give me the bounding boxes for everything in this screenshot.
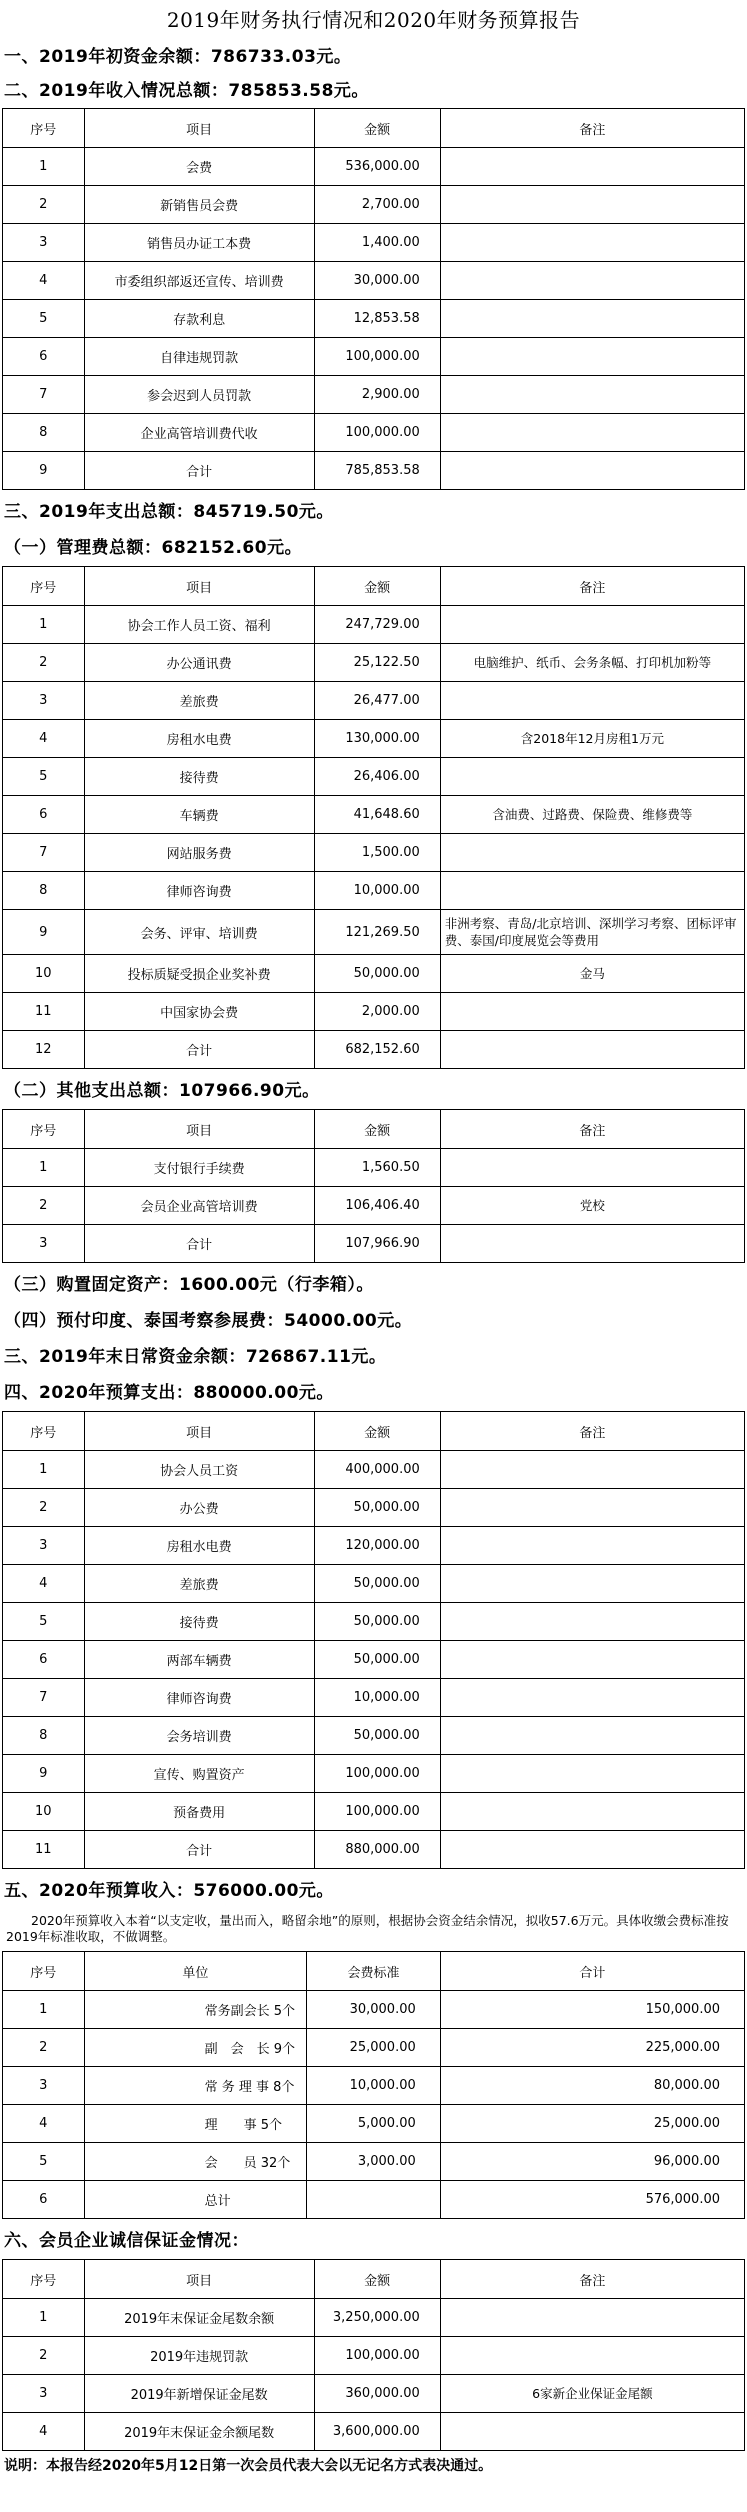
cell-amount: 50,000.00 [314, 1717, 440, 1755]
cell-unit: 常务副会长 5个 [84, 1991, 307, 2029]
cell-item: 预备费用 [84, 1793, 314, 1831]
table-row [3, 262, 745, 300]
cell-remark [440, 1225, 744, 1263]
section-prepaid: （四）预付印度、泰国考察参展费：54000.00元。 [4, 1311, 413, 1331]
cell-no: 12 [3, 1031, 85, 1069]
cell-remark: 含油费、过路费、保险费、维修费等 [440, 796, 744, 834]
cell-amount: 26,406.00 [314, 758, 440, 796]
cell-amount: 12,853.58 [314, 300, 440, 338]
table-header-row [3, 2260, 745, 2299]
budget-expense-table [2, 1411, 745, 1869]
cell-item: 律师咨询费 [84, 872, 314, 910]
cell-remark [440, 834, 744, 872]
table-row [3, 1755, 745, 1793]
table-row [3, 1717, 745, 1755]
cell-remark [440, 1565, 744, 1603]
table-row [3, 2337, 745, 2375]
header-standard: 会费标准 [307, 1952, 441, 1991]
income-table [2, 108, 745, 490]
cell-no: 1 [3, 1149, 85, 1187]
table-row [3, 1603, 745, 1641]
cell-item: 合计 [84, 1831, 314, 1869]
cell-no: 1 [3, 1451, 85, 1489]
header-remark: 备注 [440, 2260, 744, 2299]
cell-amount: 30,000.00 [314, 262, 440, 300]
header-no: 序号 [3, 2260, 85, 2299]
cell-amount: 100,000.00 [314, 414, 440, 452]
cell-item: 自律违规罚款 [84, 338, 314, 376]
cell-no: 4 [3, 2413, 85, 2451]
table-row [3, 834, 745, 872]
cell-item: 2019年违规罚款 [84, 2337, 314, 2375]
cell-remark [440, 1793, 744, 1831]
cell-item: 合计 [84, 1031, 314, 1069]
management-table [2, 566, 745, 1069]
cell-no: 11 [3, 1831, 85, 1869]
cell-amount: 50,000.00 [314, 1565, 440, 1603]
header-item: 项目 [84, 2260, 314, 2299]
table-header-row [3, 1412, 745, 1451]
cell-remark [440, 1641, 744, 1679]
cell-no: 2 [3, 2029, 85, 2067]
table-row [3, 1641, 745, 1679]
table-row [3, 414, 745, 452]
cell-item: 销售员办证工本费 [84, 224, 314, 262]
cell-amount: 1,560.50 [314, 1149, 440, 1187]
cell-remark: 金马 [440, 955, 744, 993]
cell-remark [440, 606, 744, 644]
cell-amount: 2,000.00 [314, 993, 440, 1031]
cell-no: 8 [3, 872, 85, 910]
table-row [3, 2299, 745, 2337]
cell-amount: 3,600,000.00 [314, 2413, 440, 2451]
table-row [3, 1149, 745, 1187]
header-remark: 备注 [440, 109, 744, 148]
section-opening-balance: 一、2019年初资金余额：786733.03元。 [4, 47, 352, 67]
table-row [3, 1679, 745, 1717]
table-row [3, 910, 745, 955]
cell-amount: 121,269.50 [314, 910, 440, 955]
cell-remark: 党校 [440, 1187, 744, 1225]
cell-remark [440, 1031, 744, 1069]
table-row [3, 2029, 745, 2067]
table-row [3, 224, 745, 262]
table-row [3, 2413, 745, 2451]
table-row [3, 758, 745, 796]
table-row [3, 2181, 745, 2219]
cell-no: 11 [3, 993, 85, 1031]
header-no: 序号 [3, 109, 85, 148]
cell-amount: 100,000.00 [314, 2337, 440, 2375]
cell-amount: 1,500.00 [314, 834, 440, 872]
section-income-total: 二、2019年收入情况总额：785853.58元。 [4, 81, 369, 101]
cell-item: 接待费 [84, 758, 314, 796]
cell-unit: 会 员 32个 [84, 2143, 307, 2181]
cell-no: 9 [3, 452, 85, 490]
header-item: 项目 [84, 109, 314, 148]
cell-remark [440, 1679, 744, 1717]
budget-income-note: 2020年预算收入本着“以支定收，量出而入，略留余地”的原则，根据协会资金结余情况，拟收57.6万元。具体收缴会费标准按2019年标准收取，不做调整。 [6, 1913, 729, 1944]
cell-no: 2 [3, 1489, 85, 1527]
cell-amount: 100,000.00 [314, 1755, 440, 1793]
cell-item: 协会工作人员工资、福利 [84, 606, 314, 644]
cell-remark: 含2018年12月房租1万元 [440, 720, 744, 758]
cell-amount: 100,000.00 [314, 1793, 440, 1831]
budget-income-table [2, 1951, 745, 2219]
cell-item: 网站服务费 [84, 834, 314, 872]
cell-unit: 理 事 5个 [84, 2105, 307, 2143]
cell-remark [440, 1527, 744, 1565]
header-unit: 单位 [84, 1952, 307, 1991]
cell-total: 576,000.00 [440, 2181, 744, 2219]
section-budget-income: 五、2020年预算收入：576000.00元。 [4, 1881, 334, 1901]
section-deposit: 六、会员企业诚信保证金情况： [4, 2231, 249, 2251]
cell-no: 1 [3, 1991, 85, 2029]
cell-no: 9 [3, 1755, 85, 1793]
cell-standard: 5,000.00 [307, 2105, 441, 2143]
cell-item: 办公费 [84, 1489, 314, 1527]
cell-item: 2019年末保证金尾数余额 [84, 2299, 314, 2337]
cell-no: 3 [3, 682, 85, 720]
cell-total: 96,000.00 [440, 2143, 744, 2181]
cell-remark [440, 758, 744, 796]
other-expense-table [2, 1109, 745, 1263]
cell-item: 两部车辆费 [84, 1641, 314, 1679]
cell-amount: 536,000.00 [314, 148, 440, 186]
table-row [3, 148, 745, 186]
cell-no: 6 [3, 338, 85, 376]
cell-item: 接待费 [84, 1603, 314, 1641]
cell-remark [440, 1755, 744, 1793]
cell-amount: 130,000.00 [314, 720, 440, 758]
cell-item: 合计 [84, 1225, 314, 1263]
cell-item: 车辆费 [84, 796, 314, 834]
section-other-expense: （二）其他支出总额：107966.90元。 [4, 1081, 320, 1101]
cell-amount: 2,900.00 [314, 376, 440, 414]
cell-remark [440, 186, 744, 224]
table-row [3, 338, 745, 376]
cell-item: 协会人员工资 [84, 1451, 314, 1489]
cell-no: 4 [3, 1565, 85, 1603]
cell-total: 150,000.00 [440, 1991, 744, 2029]
cell-item: 会务培训费 [84, 1717, 314, 1755]
cell-item: 房租水电费 [84, 720, 314, 758]
cell-no: 9 [3, 910, 85, 955]
cell-no: 8 [3, 414, 85, 452]
cell-item: 2019年末保证金余额尾数 [84, 2413, 314, 2451]
header-remark: 备注 [440, 1110, 744, 1149]
cell-item: 房租水电费 [84, 1527, 314, 1565]
cell-unit: 副 会 长 9个 [84, 2029, 307, 2067]
header-amount: 金额 [314, 1110, 440, 1149]
cell-amount: 50,000.00 [314, 1641, 440, 1679]
table-row [3, 2143, 745, 2181]
cell-amount: 50,000.00 [314, 955, 440, 993]
cell-remark [440, 148, 744, 186]
cell-no: 8 [3, 1717, 85, 1755]
header-no: 序号 [3, 1412, 85, 1451]
cell-no: 2 [3, 1187, 85, 1225]
table-row [3, 606, 745, 644]
cell-item: 中国家协会费 [84, 993, 314, 1031]
cell-no: 3 [3, 224, 85, 262]
cell-remark [440, 1831, 744, 1869]
table-row [3, 300, 745, 338]
table-row [3, 1031, 745, 1069]
cell-standard: 30,000.00 [307, 1991, 441, 2029]
cell-remark [440, 2413, 744, 2451]
cell-remark [440, 414, 744, 452]
section-budget-expense: 四、2020年预算支出：880000.00元。 [4, 1383, 334, 1403]
cell-amount: 785,853.58 [314, 452, 440, 490]
cell-remark [440, 993, 744, 1031]
header-remark: 备注 [440, 1412, 744, 1451]
cell-item: 办公通讯费 [84, 644, 314, 682]
cell-no: 7 [3, 376, 85, 414]
cell-remark [440, 2299, 744, 2337]
cell-no: 5 [3, 758, 85, 796]
cell-item: 市委组织部返还宣传、培训费 [84, 262, 314, 300]
cell-total: 225,000.00 [440, 2029, 744, 2067]
cell-remark [440, 1149, 744, 1187]
table-row [3, 2105, 745, 2143]
table-row [3, 1527, 745, 1565]
header-remark: 备注 [440, 567, 744, 606]
cell-item: 2019年新增保证金尾数 [84, 2375, 314, 2413]
cell-amount: 41,648.60 [314, 796, 440, 834]
table-row [3, 720, 745, 758]
cell-amount: 10,000.00 [314, 1679, 440, 1717]
cell-no: 1 [3, 148, 85, 186]
header-item: 项目 [84, 567, 314, 606]
header-no: 序号 [3, 1110, 85, 1149]
cell-amount: 50,000.00 [314, 1489, 440, 1527]
cell-standard: 25,000.00 [307, 2029, 441, 2067]
cell-remark [440, 300, 744, 338]
cell-no: 5 [3, 1603, 85, 1641]
cell-amount: 107,966.90 [314, 1225, 440, 1263]
cell-amount: 682,152.60 [314, 1031, 440, 1069]
cell-remark [440, 872, 744, 910]
cell-amount: 2,700.00 [314, 186, 440, 224]
table-row [3, 682, 745, 720]
cell-item: 会务、评审、培训费 [84, 910, 314, 955]
cell-no: 7 [3, 1679, 85, 1717]
table-row [3, 376, 745, 414]
cell-amount: 1,400.00 [314, 224, 440, 262]
cell-no: 10 [3, 955, 85, 993]
cell-amount: 3,250,000.00 [314, 2299, 440, 2337]
table-row [3, 644, 745, 682]
table-row [3, 1991, 745, 2029]
cell-remark [440, 338, 744, 376]
cell-remark [440, 1603, 744, 1641]
report-title: 2019年财务执行情况和2020年财务预算报告 [166, 8, 581, 32]
table-row [3, 1793, 745, 1831]
table-row [3, 2067, 745, 2105]
table-row [3, 1489, 745, 1527]
cell-total: 80,000.00 [440, 2067, 744, 2105]
table-row [3, 872, 745, 910]
cell-remark [440, 224, 744, 262]
cell-item: 律师咨询费 [84, 1679, 314, 1717]
table-row [3, 1187, 745, 1225]
cell-no: 4 [3, 2105, 85, 2143]
cell-standard: 3,000.00 [307, 2143, 441, 2181]
cell-amount: 25,122.50 [314, 644, 440, 682]
header-no: 序号 [3, 567, 85, 606]
header-amount: 金额 [314, 109, 440, 148]
deposit-table [2, 2259, 745, 2451]
cell-no: 1 [3, 2299, 85, 2337]
cell-amount: 106,406.40 [314, 1187, 440, 1225]
cell-amount: 26,477.00 [314, 682, 440, 720]
header-no: 序号 [3, 1952, 85, 1991]
cell-no: 1 [3, 606, 85, 644]
cell-standard: 10,000.00 [307, 2067, 441, 2105]
section-closing-balance: 三、2019年末日常资金余额：726867.11元。 [4, 1347, 387, 1367]
table-row [3, 2375, 745, 2413]
header-total: 合计 [440, 1952, 744, 1991]
cell-standard [307, 2181, 441, 2219]
table-row [3, 1451, 745, 1489]
cell-no: 10 [3, 1793, 85, 1831]
cell-no: 2 [3, 644, 85, 682]
cell-amount: 360,000.00 [314, 2375, 440, 2413]
cell-remark: 非洲考察、青岛/北京培训、深圳学习考察、团标评审费、泰国/印度展览会等费用 [440, 910, 744, 955]
cell-no: 5 [3, 300, 85, 338]
cell-item: 会费 [84, 148, 314, 186]
cell-item: 合计 [84, 452, 314, 490]
table-header-row [3, 109, 745, 148]
cell-unit: 总计 [84, 2181, 307, 2219]
cell-remark [440, 452, 744, 490]
cell-item: 支付银行手续费 [84, 1149, 314, 1187]
header-item: 项目 [84, 1110, 314, 1149]
report-footer-note: 说明：本报告经2020年5月12日第一次会员代表大会以无记名方式表决通过。 [4, 2458, 493, 2474]
cell-no: 3 [3, 1527, 85, 1565]
cell-no: 4 [3, 262, 85, 300]
cell-amount: 100,000.00 [314, 338, 440, 376]
cell-item: 企业高管培训费代收 [84, 414, 314, 452]
cell-no: 7 [3, 834, 85, 872]
cell-item: 新销售员会费 [84, 186, 314, 224]
cell-remark: 6家新企业保证金尾额 [440, 2375, 744, 2413]
header-amount: 金额 [314, 567, 440, 606]
cell-remark [440, 1717, 744, 1755]
cell-remark [440, 2337, 744, 2375]
section-expense-total: 三、2019年支出总额：845719.50元。 [4, 502, 334, 522]
cell-no: 4 [3, 720, 85, 758]
cell-item: 差旅费 [84, 682, 314, 720]
cell-item: 参会迟到人员罚款 [84, 376, 314, 414]
table-header-row [3, 1952, 745, 1991]
cell-amount: 10,000.00 [314, 872, 440, 910]
cell-no: 3 [3, 2067, 85, 2105]
section-fixed-assets: （三）购置固定资产：1600.00元（行李箱）。 [4, 1275, 374, 1295]
cell-remark [440, 376, 744, 414]
table-row [3, 186, 745, 224]
cell-no: 2 [3, 2337, 85, 2375]
cell-remark [440, 262, 744, 300]
cell-item: 会员企业高管培训费 [84, 1187, 314, 1225]
cell-no: 6 [3, 2181, 85, 2219]
cell-remark [440, 1451, 744, 1489]
cell-amount: 880,000.00 [314, 1831, 440, 1869]
cell-no: 6 [3, 796, 85, 834]
cell-total: 25,000.00 [440, 2105, 744, 2143]
report-page [2, 0, 745, 2481]
section-management-fee: （一）管理费总额：682152.60元。 [4, 538, 303, 558]
cell-item: 存款利息 [84, 300, 314, 338]
cell-remark [440, 1489, 744, 1527]
cell-amount: 120,000.00 [314, 1527, 440, 1565]
cell-no: 5 [3, 2143, 85, 2181]
cell-amount: 400,000.00 [314, 1451, 440, 1489]
cell-remark [440, 682, 744, 720]
table-row [3, 993, 745, 1031]
header-item: 项目 [84, 1412, 314, 1451]
header-amount: 金额 [314, 2260, 440, 2299]
table-row [3, 1225, 745, 1263]
cell-amount: 50,000.00 [314, 1603, 440, 1641]
cell-no: 3 [3, 1225, 85, 1263]
table-header-row [3, 567, 745, 606]
cell-item: 差旅费 [84, 1565, 314, 1603]
table-row [3, 1565, 745, 1603]
table-row [3, 452, 745, 490]
cell-item: 宣传、购置资产 [84, 1755, 314, 1793]
table-row [3, 796, 745, 834]
cell-no: 3 [3, 2375, 85, 2413]
cell-unit: 常 务 理 事 8个 [84, 2067, 307, 2105]
cell-item: 投标质疑受损企业奖补费 [84, 955, 314, 993]
table-row [3, 955, 745, 993]
table-header-row [3, 1110, 745, 1149]
cell-no: 6 [3, 1641, 85, 1679]
cell-remark: 电脑维护、纸币、会务条幅、打印机加粉等 [440, 644, 744, 682]
cell-no: 2 [3, 186, 85, 224]
table-row [3, 1831, 745, 1869]
cell-amount: 247,729.00 [314, 606, 440, 644]
header-amount: 金额 [314, 1412, 440, 1451]
